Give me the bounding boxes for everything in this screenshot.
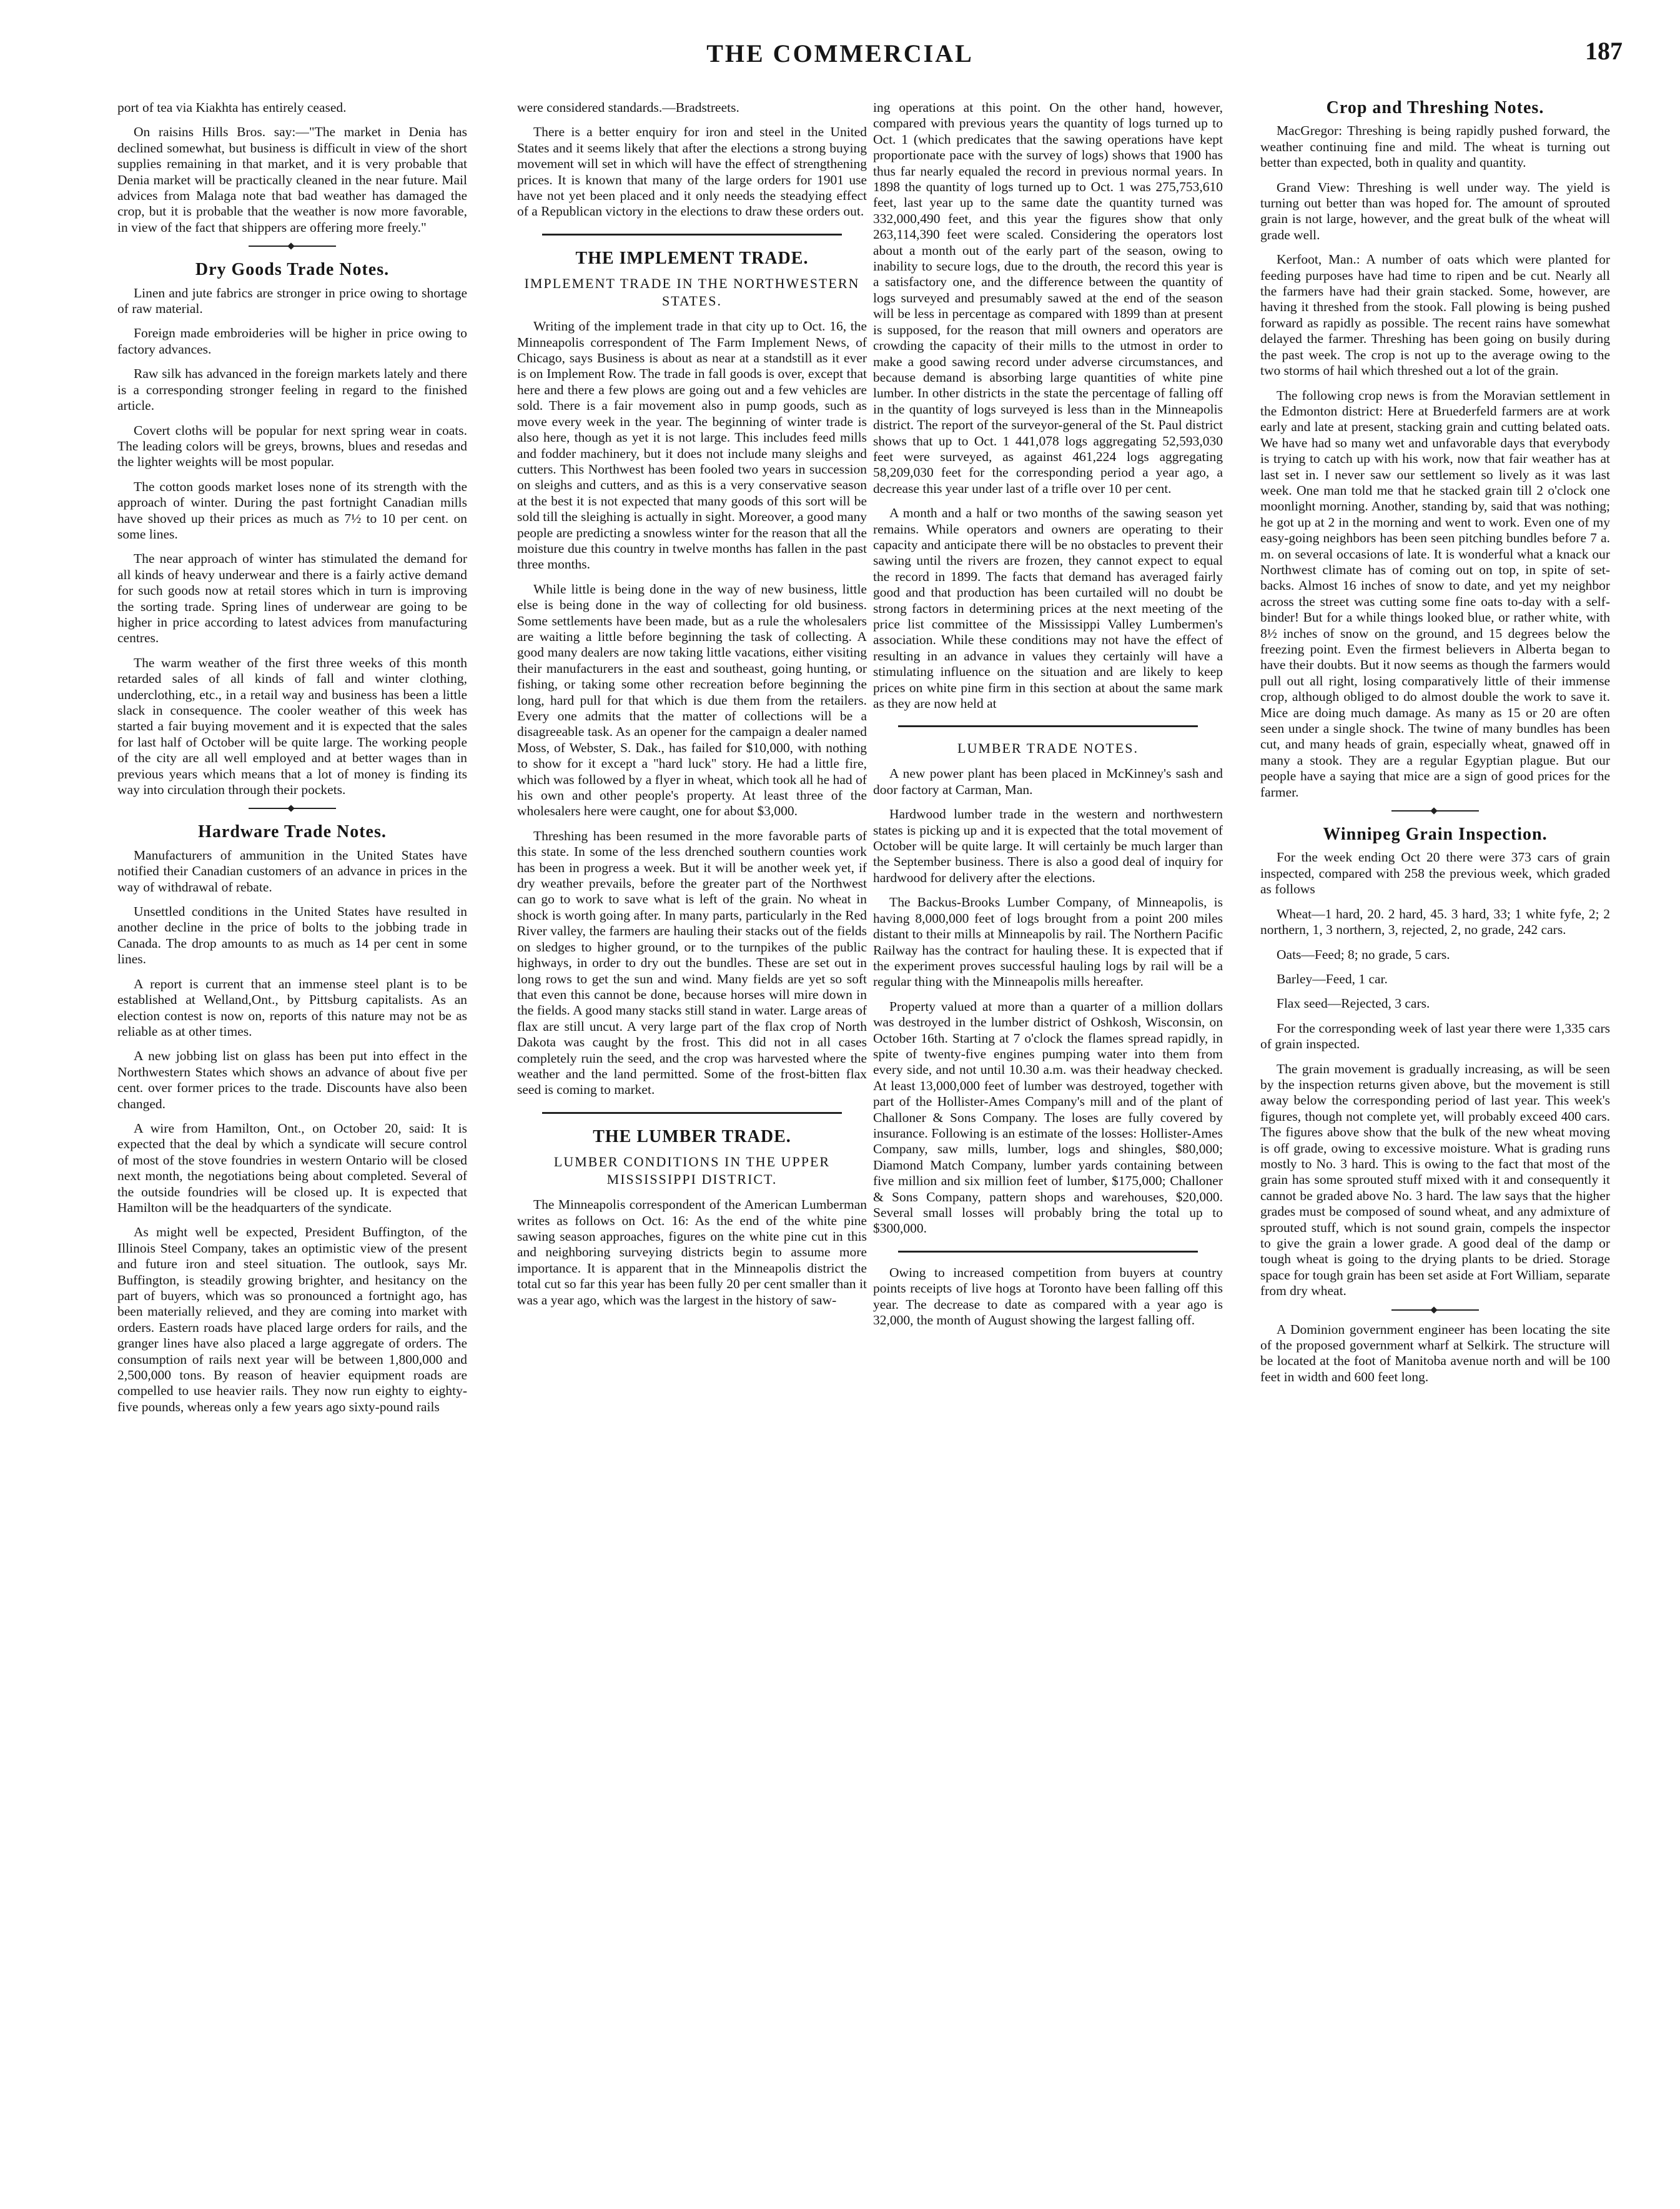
- article-paragraph: A month and a half or two months of the sawing season yet remains. While operators and owners are operating to their capacity and anticipate there will be no obstacles to prevent their sawing until the rivers are frozen, they cannot expect to equal the record in 1899. The facts that demand has averaged fairly good and that production has been curtailed will no doubt be strong factors in determining prices at the next meeting of the price list committee of the Mississippi Valley Lumbermen's association. While these conditions may not have the effect of resulting in an advance in values they certainly will have a stimulating influence on the situation and are likely to keep prices on white pine firm in this section at about the same mark as they are now held at: [873, 505, 1223, 712]
- article-paragraph: Owing to increased competition from buyers at country points receipts of live hogs at Toronto have been falling off this year. The decrease to date as compared with a year ago is 32,000, the month of August showing the largest falling off.: [873, 1264, 1223, 1328]
- section-heading: Hardware Trade Notes.: [198, 822, 387, 842]
- section-divider: [249, 246, 336, 247]
- article-paragraph: A report is current that an immense steel plant is to be established at Welland,Ont., by Pittsburg capitalists. As an election contest is now on, reports of this nature may not be as reliable as at other times.: [117, 976, 467, 1039]
- section-divider: [542, 234, 842, 236]
- section-subheading: LUMBER CONDITIONS IN THE UPPER MISSISSIPPI DISTRICT.: [553, 1154, 831, 1188]
- article-paragraph: were considered standards.—Bradstreets.: [517, 100, 739, 115]
- article-paragraph: Flax seed—Rejected, 3 cars.: [1277, 996, 1430, 1011]
- article-paragraph: Hardwood lumber trade in the western and northwestern states is picking up and it is expected that the total movement of October will be quite large. It will certainly be much larger than the September business. There is also a good deal of inquiry for hardwood for delivery after the elections.: [873, 807, 1223, 885]
- article-paragraph: A wire from Hamilton, Ont., on October 20, said: It is expected that the deal by which a syndicate will secure control of most of the stove foundries in western Ontario will be closed next month, the negotiations being about completed. Several of the outside foundries will be closed up. It is expected that Hamilton will be the headquarters of the syndicate.: [117, 1120, 467, 1215]
- article-paragraph: For the week ending Oct 20 there were 373 cars of grain inspected, compared with 258 the previous week, which graded as follows: [1260, 850, 1610, 897]
- article-paragraph: Oats—Feed; 8; no grade, 5 cars.: [1277, 946, 1450, 962]
- article-paragraph: Covert cloths will be popular for next spring wear in coats. The leading colors will be greys, browns, blues and resedas and the lighter weights will be most popular.: [117, 422, 467, 470]
- article-paragraph: While little is being done in the way of new business, little else is being done in the way of collecting for old business. Some settlements have been made, but as a rule the wholesalers are waiting a little before beginning the task of collecting. A good many dealers are now taking little vacations, either visiting their manufacturers in the east and southeast, going hunting, or fishing, or taking some other recreation before beginning the long, hard pull for that which is due them from the retailers. Every one admits that the matter of collections will be a disagreeable task. As an opener for the campaign a dealer named Moss, of Webster, S. Dak., has failed for $10,000, with nothing to show for it except a "hard luck" story. He had a little fire, which was followed by a flyer in wheat, which took all he had of his own and other people's property. At least three of the wholesalers here were caught, one for about $3,000.: [517, 581, 867, 819]
- article-paragraph: port of tea via Kiakhta has entirely ceased.: [117, 100, 347, 115]
- article-paragraph: ing operations at this point. On the other hand, however, compared with previous years the quantity of logs turned up to Oct. 1 (which predicates that the sawing operations have kept proportionate pace with the survey of logs) shows that 1900 has thus far nearly equaled the record in previous normal years. In 1898 the quantity of logs turned up to Oct. 1 was 275,753,610 feet, last year up to the same date the quantity turned was 332,000,490 feet, and this year the figures show that only 263,114,390 feet were scaled. Considering the operators lost about a month out of the early part of the season, owing to inability to secure logs, due to the drouth, the record this year is a satisfactory one, and the difference between the quantity of logs surveyed and presumably sawed at the end of the season will be less in percentage as compared with 1899 than at present is supposed, for the reason that mill owners and operators are crowding the capacity of their mills to the utmost in order to make a good sawing record under adverse circumstances, and because demand is absorbing large quantities of white pine lumber. In other districts in the state the percentage of falling off in the quantity of logs surveyed is less than in the Minneapolis district. The report of the surveyor-general of the St. Paul district shows that up to Oct. 1 441,078 logs aggregating 52,593,030 feet were surveyed, as against 461,224 logs aggregating 58,209,030 feet for the corresponding period a year ago, a decrease this year under last of a trifle over 10 per cent.: [873, 100, 1223, 496]
- section-heading: Crop and Threshing Notes.: [1326, 100, 1544, 117]
- article-paragraph: Threshing has been resumed in the more favorable parts of this state. In some of the less drenched southern counties work has been in progress a week. But it will be another week yet, if dry weather prevails, before the greater part of the Northwest can go to work to save what is left of the grain. No wheat in shock is worth going after. In many parts, particularly in the Red River valley, the farmers are hauling their stacks out of the fields on sledges to higher ground, or to the turnpikes of the public highways, in order to dry out the bundles. These are set out in long rows to get the sun and wind. Many fields are yet so soft that even this cannot be done, because horses will mire down in the fields. A good many stacks still stand in water. Large areas of flax are still uncut. A very large part of the flax crop of North Dakota was caught by the frost. This did not in all cases completely ruin the seed, and the crop was harvested where the weather and the land permitted. Some of the frost-bitten flax seed is coming to market.: [517, 828, 867, 1098]
- article-paragraph: A new jobbing list on glass has been put into effect in the Northwestern States which shows an advance of about five per cent. over former prices to the trade. Discounts have also been changed.: [117, 1048, 467, 1111]
- article-paragraph: Grand View: Threshing is well under way. The yield is turning out better than was hoped for. The amount of sprouted grain is not large, however, and the great bulk of the wheat will grade well.: [1260, 179, 1610, 242]
- article-paragraph: Linen and jute fabrics are stronger in price owing to shortage of raw material.: [117, 285, 467, 317]
- article-column-1: [117, 100, 467, 2193]
- article-paragraph: The near approach of winter has stimulated the demand for all kinds of heavy underwear and there is a fairly active demand for such goods now at retail stores which in turn is improving the sorting trade. Spring lines of underwear are going to be higher in price according to latest advices from manufacturing centres.: [117, 551, 467, 646]
- page-number: 187: [1585, 37, 1623, 65]
- section-heading: THE IMPLEMENT TRADE.: [575, 248, 809, 268]
- article-paragraph: Unsettled conditions in the United States have resulted in another decline in the price of bolts to the jobbing trade in Canada. The drop amounts to as much as 14 per cent in some lines.: [117, 904, 467, 967]
- article-paragraph: Writing of the implement trade in that city up to Oct. 16, the Minneapolis correspondent of The Farm Implement News, of Chicago, says Business is about as near at a standstill as it ever is on Implement Row. The trade in fall goods is over, except that here and there a few plows are going out and a few vehicles are sold. There is a fair movement also in pump goods, such as move every week in the year. The beginning of winter trade is also here, though as yet it is not large. This includes feed mills and fodder machinery, but it does not include many sleighs and cutters. This Northwest has been fooled two years in succession on sleighs and cutters, and as this is a very conservative season at the best it is not expected that many goods of this sort will be sold till the sleighing is actually in sight. Moreover, a good many people are predicting a snowless winter for the reason that all the moisture due this country in twelve months has fallen in the past three months.: [517, 319, 867, 572]
- article-paragraph: The following crop news is from the Moravian settlement in the Edmonton district: Here at Bruederfeld farmers are at work early and late at present, stacking grain and cutting belated oats. We have had so many wet and unfavorable days that everybody is trying to catch up with his work, now that fair weather has at last set in. I never saw our settlement so lively as it was last week. One man told me that he stacked grain till 2 o'clock one moonlight morning. Another, standing by, said that was nothing; he got up at 2 in the morning and went to work. Even one of my easy-going neighbors has been seen pitching bundles before 7 a. m. on several occasions of late. It is wonderful what a knack our Northwest climate has of coming out on top, in spite of set-backs. Almost 16 inches of snow to date, and yet my neighbor across the street was cutting some fine oats to-day with a self-binder! But for a while things looked blue, or rather white, with 8½ inches of snow on the ground, and 15 degrees below the freezing point. Even the firmest believers in Alberta began to have their doubts. But it now seems as though the farmers would pull out all right, losing comparatively little of their immense crop, although obliged to do almost double the work to save it. Mice are doing much damage. As many as 15 or 20 are often seen under a single shock. The twine of many bundles has been cut, and many heads of grain, especially wheat, gnawed off in many a stook. They are a regular Egyptian plague. But our people have a saying that mice are a sign of good prices for the farmer.: [1260, 387, 1610, 800]
- article-paragraph: Property valued at more than a quarter of a million dollars was destroyed in the lumber district of Oshkosh, Wisconsin, on October 16th. Starting at 7 o'clock the flames spread rapidly, in spite of twenty-five engines pumping water into them from every side, and not until 10.30 a.m. was their headway checked. At least 13,000,000 feet of lumber was destroyed, together with part of the Hollister-Ames Company's mill and of the plant of Challoner & Sons Company. The loses are fully covered by insurance. Following is an estimate of the losses: Hollister-Ames Company, saw mills, lumber, logs and shingles, $80,000; Diamond Match Company, lumber yards containing between five million and six million feet of lumber, $175,000; Challoner & Sons Company, pattern shops and warehouses, $20,000. Several small losses will probably bring the total up to $300,000.: [873, 998, 1223, 1236]
- article-paragraph: The cotton goods market loses none of its strength with the approach of winter. During the past fortnight Canadian mills have shoved up their prices as much as 7½ to 10 per cent. on some lines.: [117, 479, 467, 542]
- article-paragraph: There is a better enquiry for iron and steel in the United States and it seems likely that after the elections a strong buying movement will set in which will have the effect of strengthening prices. It is known that many of the large orders for 1901 use have not yet been placed and it only needs the steadying effect of a Republican victory in the elections to draw these orders out.: [517, 124, 867, 219]
- article-paragraph: A new power plant has been placed in McKinney's sash and door factory at Carman, Man.: [873, 766, 1223, 797]
- section-subheading: LUMBER TRADE NOTES.: [957, 740, 1139, 757]
- article-paragraph: For the corresponding week of last year there were 1,335 cars of grain inspected.: [1260, 1020, 1610, 1052]
- article-paragraph: Kerfoot, Man.: A number of oats which were planted for feeding purposes have had time to ripen and be cut. Nearly all the farmers have had their grain stacked. Some, however, are having it threshed from the stook. Fall plowing is being pushed forward as rapidly as possible. The recent rains have somewhat delayed the farmer. Threshing has been going on busily during the past week. The crop is not up to the average owing to the two storms of hail which threshed out a lot of the grain.: [1260, 252, 1610, 379]
- section-heading: Winnipeg Grain Inspection.: [1323, 825, 1548, 845]
- section-divider: [542, 1112, 842, 1114]
- section-heading: THE LUMBER TRADE.: [593, 1126, 791, 1146]
- article-column-4: [1260, 100, 1610, 2193]
- article-paragraph: The Minneapolis correspondent of the American Lumberman writes as follows on Oct. 16: As the end of the white pine sawing season approaches, figures on the white pine cut in this and neighboring surveying districts begin to assume more importance. It is apparent that in the Minneapolis district the total cut so far this year has been fully 20 per cent smaller than it was a year ago, which was the largest in the history of saw-: [517, 1197, 867, 1308]
- article-paragraph: Barley—Feed, 1 car.: [1277, 971, 1388, 986]
- article-column-2: [517, 100, 867, 2193]
- section-divider: [249, 808, 336, 809]
- section-divider: [1391, 1309, 1479, 1311]
- article-paragraph: Foreign made embroideries will be higher in price owing to factory advances.: [117, 325, 467, 357]
- article-paragraph: The warm weather of the first three weeks of this month retarded sales of all kinds of fall and winter clothing, underclothing, etc., in a retail way and business has been a little slack in consequence. The cooler weather of this week has started a fair buying movement and it is expected that the sales for last half of October will be quite large. The working people of the city are all well employed and at better wages than in previous years which means that a lot of money is finding its way into circulation through their pockets.: [117, 655, 467, 798]
- article-paragraph: MacGregor: Threshing is being rapidly pushed forward, the weather continuing fine and mild. The wheat is turning out better than expected, both in quality and quantity.: [1260, 123, 1610, 171]
- article-paragraph: Raw silk has advanced in the foreign markets lately and there is a corresponding stronger feeling in regard to the finished article.: [117, 366, 467, 414]
- article-paragraph: On raisins Hills Bros. say:—"The market in Denia has declined somewhat, but business is difficult in view of the short supplies remaining in that market, and it is very probable that Denia market will be practically cleaned in the near future. Mail advices from Malaga note that bad weather has damaged the crop, but it is probable that the weather is now more favorable, in view of the fact that shippers are offering more freely.": [117, 124, 467, 235]
- article-paragraph: Manufacturers of ammunition in the United States have notified their Canadian customers of an advance in prices in the way of withdrawal of rebate.: [117, 847, 467, 895]
- section-divider: [1391, 810, 1479, 812]
- article-paragraph: A Dominion government engineer has been locating the site of the proposed government wharf at Selkirk. The structure will be located at the foot of Manitoba avenue north and will be 100 feet in width and 600 feet long.: [1260, 1321, 1610, 1384]
- section-divider: [898, 725, 1198, 727]
- article-paragraph: The Backus-Brooks Lumber Company, of Minneapolis, is having 8,000,000 feet of logs brought from a point 200 miles distant to their mills at Minneapolis by rail. The Northern Pacific Railway has the contract for hauling these. It is expected that if the experiment proves successful hauling logs by rail will be a regular thing with the Minneapolis mills hereafter.: [873, 895, 1223, 990]
- section-heading: Dry Goods Trade Notes.: [195, 260, 390, 280]
- article-column-3: [873, 100, 1223, 2193]
- masthead-title: THE COMMERCIAL: [706, 39, 974, 67]
- article-paragraph: Wheat—1 hard, 20. 2 hard, 45. 3 hard, 33; 1 white fyfe, 2; 2 northern, 1, 3 northern, 3, rejected, 2, no grade, 242 cars.: [1260, 906, 1610, 938]
- section-subheading: IMPLEMENT TRADE IN THE NORTHWESTERN STATES.: [524, 276, 860, 309]
- article-paragraph: As might well be expected, President Buffington, of the Illinois Steel Company, takes an optimistic view of the present and future iron and steel situation. The outlook, says Mr. Buffington, is steadily growing brighter, and hesitancy on the part of buyers, which was so pronounced a fortnight ago, has been materially relieved, and they are coming into market with orders. Eastern roads have placed large orders for rails, and the granger lines have also placed a large aggregate of orders. The consumption of rails next year will be between 1,800,000 and 2,500,000 tons. By reason of heavier equipment roads are compelled to use heavier rails. They now run eighty to eighty-five pounds, whereas only a few years ago sixty-pound rails: [117, 1224, 467, 1414]
- section-divider: [898, 1251, 1198, 1253]
- article-paragraph: The grain movement is gradually increasing, as will be seen by the inspection returns given above, but the movement is still away below the corresponding period of last year. This week's figures, though not complete yet, will probably exceed 400 cars. The figures above show that the bulk of the new wheat moving is off grade, owing to excessive moisture. What is grading runs mostly to No. 3 hard. This is owing to the fact that most of the grain has some sprouted stuff mixed with it and consequently it cannot be graded above No. 3 hard. The law says that the higher grades must be composed of sound wheat, and any admixture of sprouted stuff, which is not sound grain, compels the inspector to give the grain a lower grade. A good deal of the damp or tough wheat is going to the drying plants to be dried. Storage space for tough grain has been set aside at Fort William, separate from dry wheat.: [1260, 1061, 1610, 1299]
